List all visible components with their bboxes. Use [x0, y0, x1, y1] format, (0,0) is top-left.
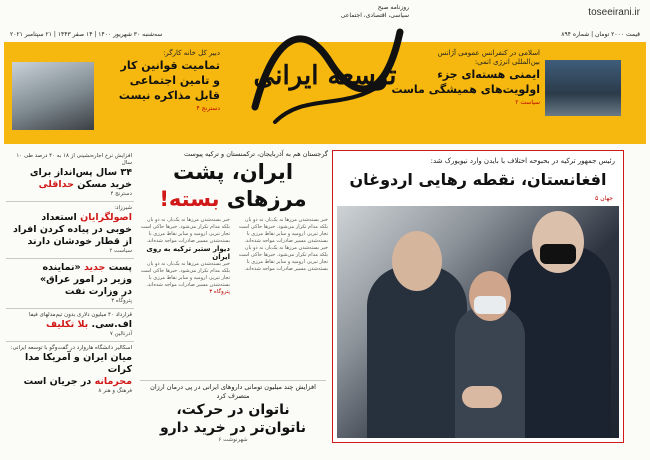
story-source: شهرنوشت ۶	[218, 437, 248, 443]
story-headline: و تامین اجتماعی	[129, 74, 220, 87]
story-body: خبر بسته‌شدن مرزها نه یک‌بار، نه دو بار، بلکه مدام تکرار می‌شود. خبرها حاکی است تجار تبریز، ارومیه و سایر نقاط مرزی با بسته‌شدن مسیر صادرات مواجه شده‌اند.	[140, 217, 230, 244]
site-url[interactable]: toseeirani.ir	[588, 7, 640, 18]
story-headline: قابل مذاکره نیست	[118, 89, 220, 102]
item-kicker: اسکالیر دانشگاه هاروارد در گفت‌وگو با توسعه ایرانی:	[10, 345, 132, 351]
yellow-left-story[interactable]	[100, 49, 220, 112]
lead-headline: مرزهای	[226, 187, 307, 211]
masthead	[235, 2, 415, 142]
story-source: پتروگاه ۳	[209, 289, 230, 295]
item-headline: از قطار خودشان دارند	[27, 236, 132, 247]
lead-headline-highlight: !	[159, 187, 169, 211]
photo-figure-head	[392, 231, 442, 291]
item-headline: در جریان است	[23, 376, 92, 387]
feature-photo	[337, 206, 619, 438]
story-source: سیاست ۲	[515, 99, 540, 106]
item-headline: پست	[108, 262, 132, 273]
story-body: خبر بسته‌شدن مرزها نه یک‌بار، نه دو بار، بلکه مدام تکرار می‌شود. خبرها حاکی است تجار تبریز، ارومیه و سایر نقاط مرزی با بسته‌شدن مسیر صادرات مواجه شده‌اند.	[140, 261, 230, 288]
story-kicker: اسلامی در کنفرانس عمومی آژانس	[437, 49, 540, 57]
item-source: سیاست ۲	[109, 248, 132, 254]
tagline-line: روزنامه صبح	[377, 4, 409, 11]
logo-text: توسعه ایرانی	[253, 61, 397, 91]
item-headline: در وزارت نفت	[64, 286, 132, 297]
body-column	[236, 217, 328, 295]
left-column	[6, 150, 134, 450]
price-issue: قیمت ۲۰۰۰ تومان | شماره ۸۹۴	[561, 31, 640, 38]
item-headline: وزیر در امور عراق»	[40, 274, 132, 285]
story-headline: اولویت‌های همیشگی ماست	[391, 83, 540, 96]
item-headline: استعداد	[41, 212, 77, 223]
list-item[interactable]	[6, 150, 134, 202]
feature-headline: افغانستان، نقطه رهایی اردوغان	[349, 170, 607, 189]
list-item[interactable]	[6, 202, 134, 259]
photo-face-mask	[540, 244, 576, 264]
date-line: سه‌شنبه ۳۰ شهریور ۱۴۰۰ | ۱۴ صفر ۱۴۴۳ | ۲۱ سپتامبر ۲۰۲۱	[10, 31, 163, 38]
story-headline: ناتوان در حرکت،	[176, 402, 290, 418]
item-headline-highlight: محرمانه	[94, 376, 132, 387]
item-headline-highlight: حداقلی	[38, 179, 74, 190]
story-headline: ناتوان‌تر در خرید دارو	[159, 420, 306, 436]
item-headline: خوبی در پیاده کردن افراد	[13, 224, 132, 235]
list-item[interactable]	[6, 342, 134, 398]
item-headline: «نماینده	[42, 262, 81, 273]
item-kicker: افزایش نرخ اجاره‌نشینی از ۱۸ به ۴۰ درصد طی ۱۰ سال	[16, 153, 132, 166]
list-item[interactable]	[6, 309, 134, 342]
item-headline: ۳۴ سال پس‌انداز برای	[29, 167, 132, 178]
story-kicker: گرجستان هم به آذربایجان، ترکمنستان و ترکیه پیوست	[184, 150, 328, 158]
item-source: دسترنج ۴	[110, 191, 132, 197]
story-body: خبر بسته‌شدن مرزها نه یک‌بار، نه دو بار، بلکه مدام تکرار می‌شود. خبرها حاکی است تجار تبریز، ارومیه و سایر نقاط مرزی با بسته‌شدن مسیر صادرات مواجه شده‌اند.	[238, 245, 328, 272]
story-headline: تمامیت قوانین کار	[120, 59, 220, 72]
story-kicker: دبیر کل خانه کارگر:	[163, 49, 220, 57]
item-headline-highlight: اصولگرایان	[80, 212, 132, 223]
photo-face-mask	[474, 296, 506, 314]
photo-figure	[367, 266, 467, 438]
item-headline-highlight: بلا تکلیف	[45, 319, 89, 330]
story-subhead: دیوار ستبر ترکیه به روی ایران	[146, 245, 230, 261]
logo-mark	[235, 12, 415, 132]
item-source: پتروگاه ۳	[111, 298, 132, 304]
feature-kicker: رئیس جمهور ترکیه در بحبوحه اختلاف با بایدن وارد نیویورک شد:	[430, 157, 615, 165]
feature-story[interactable]	[332, 150, 624, 443]
photo-handshake	[462, 386, 502, 408]
yellow-left-photo	[12, 62, 94, 130]
story-body: خبر بسته‌شدن مرزها نه یک‌بار، نه دو بار، بلکه مدام تکرار می‌شود. خبرها حاکی است تجار تبریز، ارومیه و سایر نقاط مرزی با بسته‌شدن مسیر صادرات مواجه شده‌اند.	[238, 217, 328, 244]
story-source: دسترنج ۴	[196, 105, 220, 112]
story-headline: ایمنی هسته‌ای جزء	[437, 68, 540, 81]
item-headline: خرید مسکن	[77, 179, 132, 190]
story-kicker: بین‌المللی انرژی اتمی:	[474, 58, 540, 66]
list-item[interactable]	[6, 259, 134, 309]
item-headline: اف.سی.	[91, 319, 132, 330]
lead-headline-highlight: بسته	[168, 187, 220, 211]
item-headline: میان ایران و آمریکا مدا کرات	[24, 352, 132, 375]
item-kicker: شیرزاد:	[114, 205, 132, 211]
body-column	[138, 217, 230, 295]
item-source: فرهنگ و هنر ۸	[98, 388, 132, 394]
item-headline-highlight: جدید	[84, 262, 106, 273]
photo-figure	[455, 306, 525, 438]
tagline-line: سیاسی، اقتصادی، اجتماعی	[340, 12, 409, 19]
lead-headline: ایران، پشت	[172, 160, 294, 184]
bottom-middle-story[interactable]	[140, 380, 326, 443]
story-kicker: افزایش چند میلیون تومانی داروهای ایرانی در پی درمان ارزان متصرف کرد	[140, 380, 326, 401]
item-source: آدرنالین ۷	[109, 331, 132, 337]
yellow-right-photo	[545, 60, 621, 116]
item-kicker: قرارداد ۴۰ میلیون دلاری بدون تیم‌مدلهای فیفا	[29, 312, 132, 318]
feature-source: جهان ۵	[595, 195, 613, 202]
